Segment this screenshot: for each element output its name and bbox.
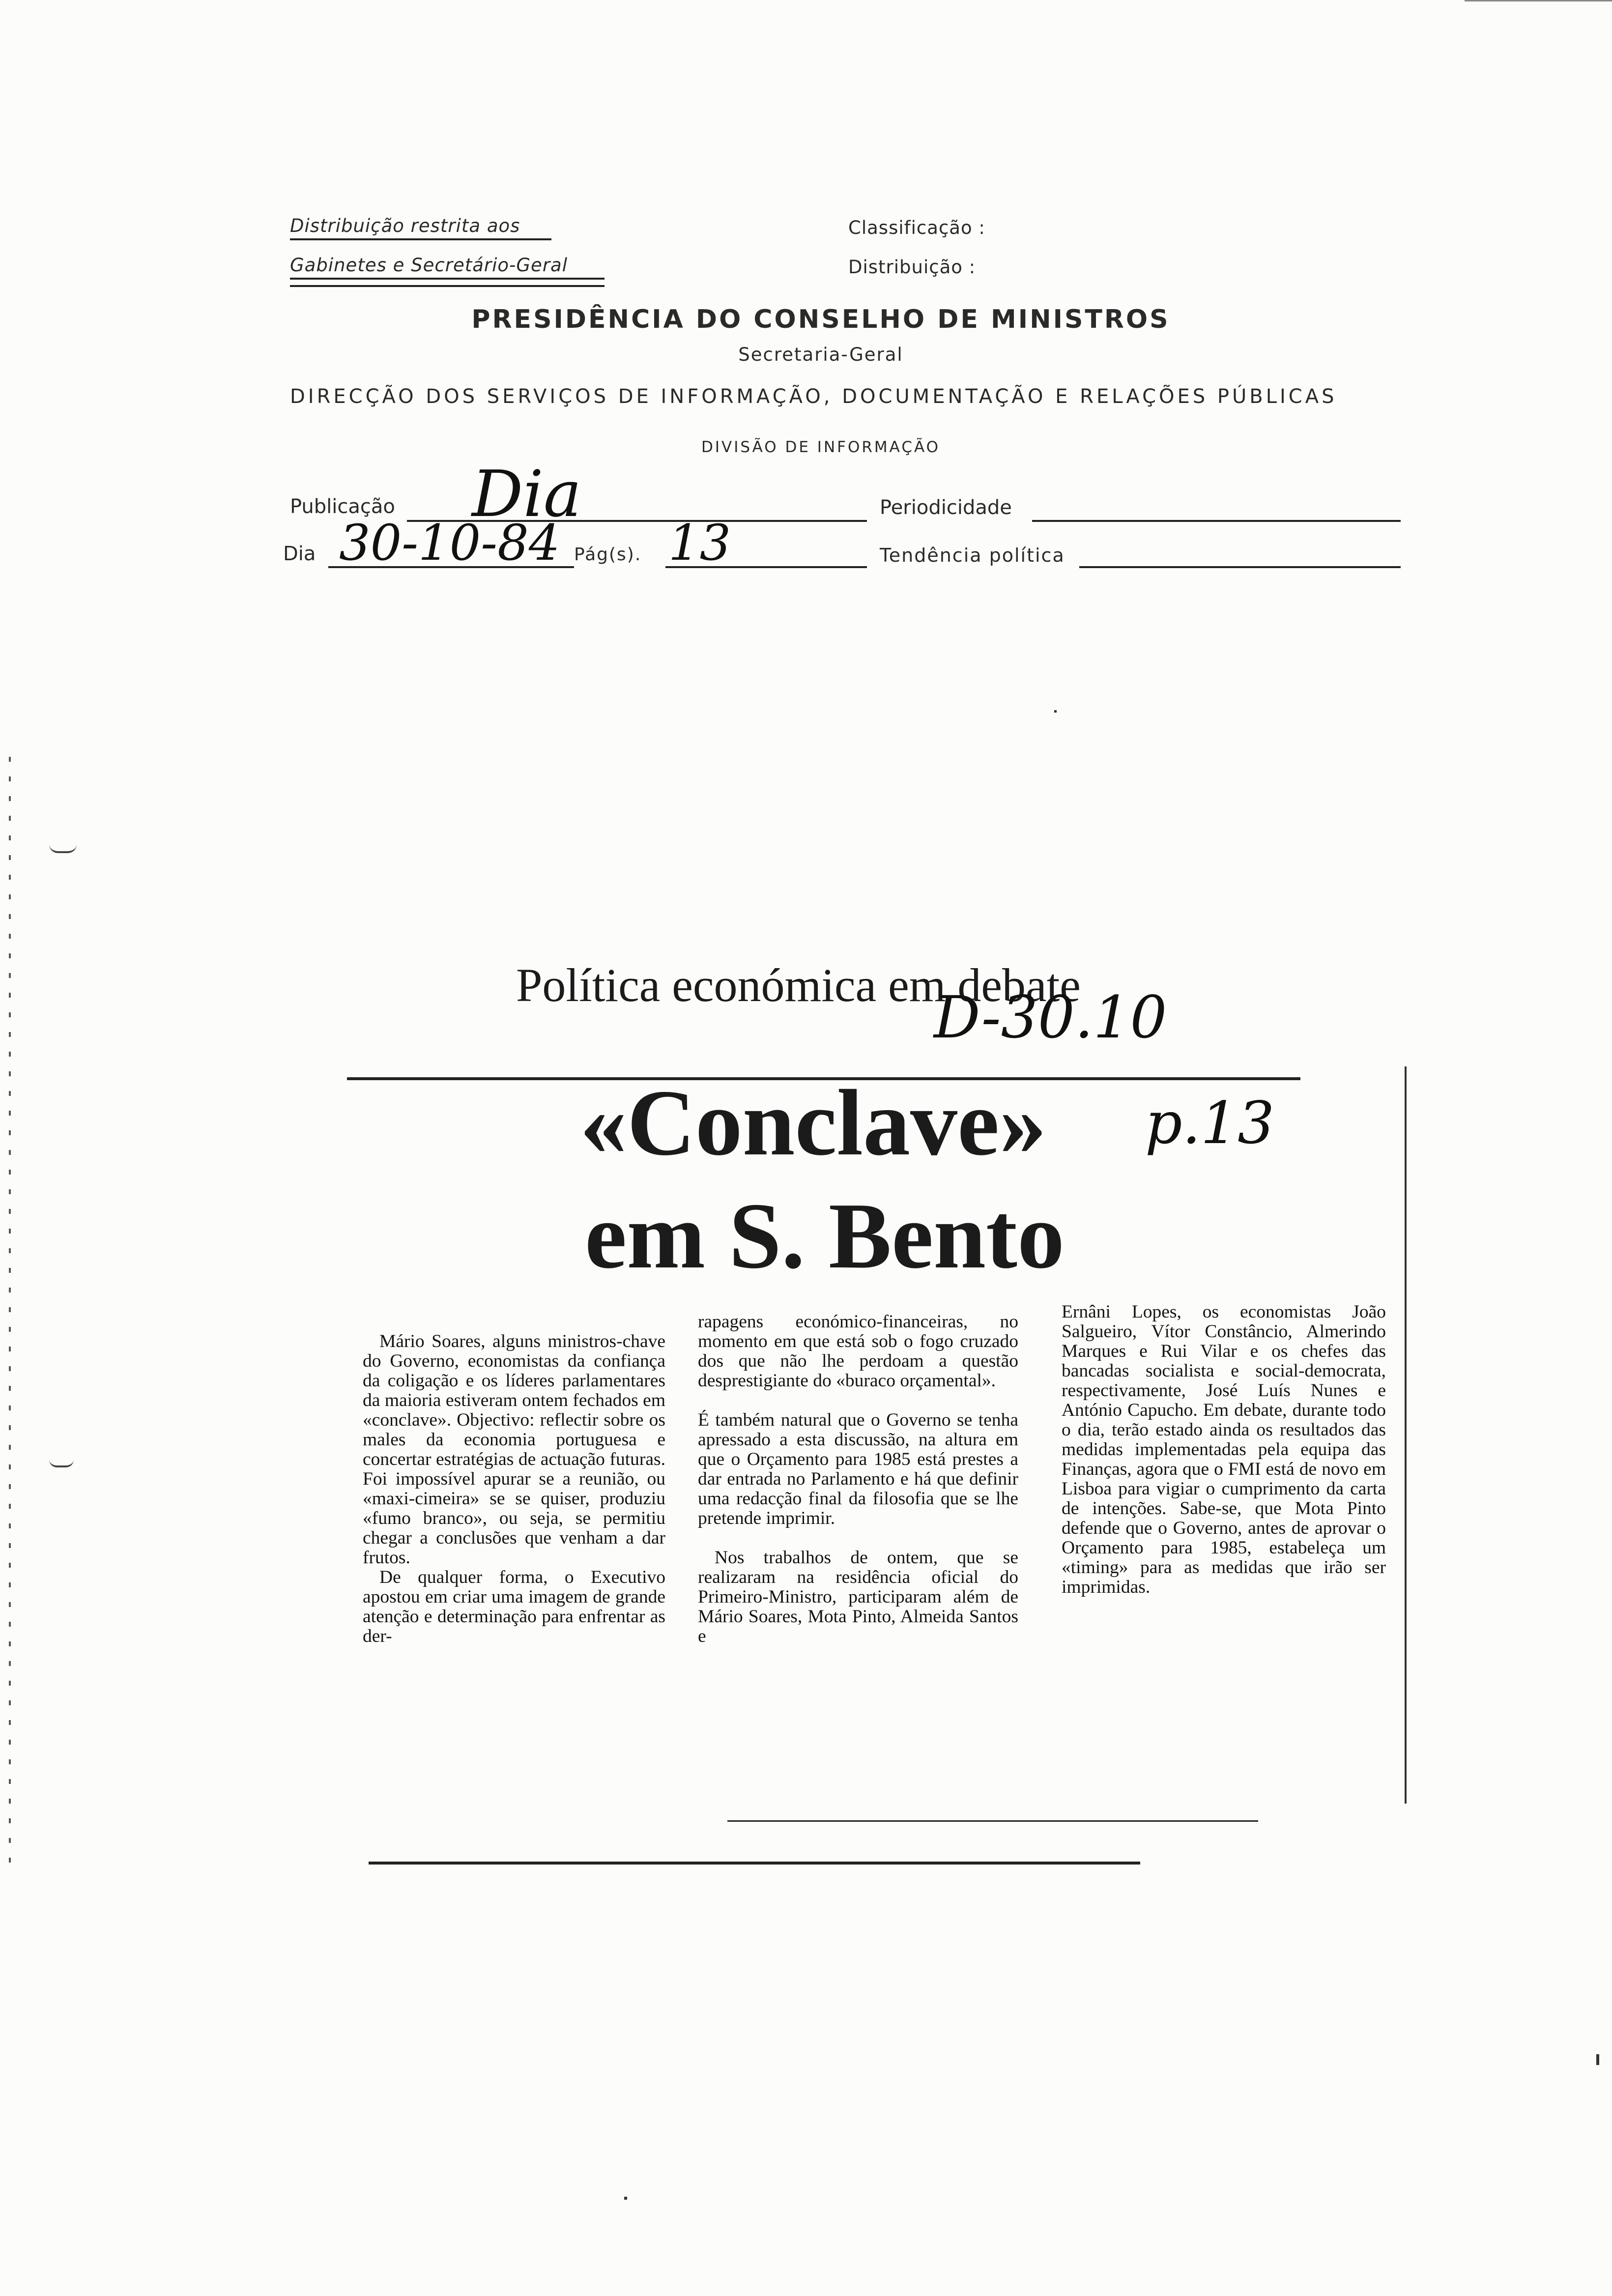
scan-speck	[1596, 2054, 1599, 2065]
scan-speck	[1054, 710, 1057, 713]
column-3-paragraph-1: Ernâni Lopes, os economistas João Salgueiro, Vítor Constâncio, Almerindo Marques e Rui Vilar e os chefes das bancadas socialista e social-democrata, respectivamente, José Luís Nunes e António Capucho. Em debate, durante todo o dia, terão estado ainda os resultados das medidas implementadas pela equipa das Finanças, agora que o FMI está de novo em Lisboa para vigiar o cumprimento da carta de intenções. Sabe-se, que Mota Pinto defende que o Governo, antes de aprovar o Orçamento para 1985, estabeleça um «timing» para as medidas que irão ser imprimidas.	[1062, 1302, 1386, 1597]
publication-handwritten: Dia	[472, 457, 582, 531]
article-column-2	[698, 1312, 1018, 1646]
scan-artifact-left-edge	[9, 757, 11, 1863]
scan-artifact-mark-1	[49, 844, 77, 853]
day-label: Dia	[283, 543, 316, 565]
pages-handwritten: 13	[668, 514, 731, 572]
column-2-paragraph-3: Nos trabalhos de ontem, que se realizaram na residência oficial do Primeiro-Ministro, participaram além de Mário Soares, Mota Pinto, Almeida Santos e	[698, 1548, 1018, 1646]
periodicity-line	[1032, 520, 1401, 522]
clipping-right-edge	[1405, 1066, 1407, 1804]
scan-artifact-mark-2	[49, 1460, 74, 1467]
tendency-label: Tendência política	[880, 545, 1065, 566]
classification-label: Classificação :	[848, 217, 985, 238]
article-kicker: Política económica em debate	[516, 959, 1081, 1011]
headline-line2: em S. Bento	[585, 1183, 1065, 1288]
division-line: DIVISÃO DE INFORMAÇÃO	[701, 438, 941, 456]
scan-speck	[624, 2197, 627, 2200]
directorate-line: DIRECÇÃO DOS SERVIÇOS DE INFORMAÇÃO, DOCUMENTAÇÃO E RELAÇÕES PÚBLICAS	[290, 385, 1337, 408]
distribution-restricted-line1: Distribuição restrita aos	[290, 215, 551, 240]
tendency-line	[1079, 566, 1401, 568]
handwritten-page: p.13	[1145, 1089, 1275, 1157]
header-double-rule	[290, 285, 604, 287]
column-2-paragraph-2: É também natural que o Governo se tenha apressado a esta discussão, na altura em que o Orçamento para 1985 está prestes a dar entrada no Parlamento e há que definir uma redacção final da filosofia que se lhe pretende imprimir.	[698, 1410, 1018, 1528]
periodicity-label: Periodicidade	[880, 496, 1012, 519]
article-column-3	[1062, 1302, 1386, 1597]
column-2-paragraph-1: rapagens económico-financeiras, no momento em que está sob o fogo cruzado dos que não lhe perdoam a questão desprestigiante do «buraco orçamental».	[698, 1312, 1018, 1391]
clipping-bottom-rule-right	[727, 1820, 1258, 1822]
publication-label: Publicação	[290, 495, 395, 518]
day-handwritten: 30-10-84	[339, 514, 560, 572]
article-column-1	[363, 1332, 665, 1646]
column-1-paragraph-1: Mário Soares, alguns ministros-chave do Governo, economistas da confiança da coligação e os líderes parlamentares da maioria estiveram ontem fechados em «conclave». Objectivo: reflectir sobre os males da economia portuguesa e concertar estratégias de actuação futuras. Foi impossível apurar se a reunião, ou «maxi-cimeira» se se quiser, produziu «fumo branco», ou seja, se permitiu chegar a conclusões que venham a dar frutos.	[363, 1331, 665, 1568]
pages-label: Pág(s).	[574, 545, 642, 565]
scan-artifact-top	[1465, 0, 1612, 1]
column-1-paragraph-2: De qualquer forma, o Executivo apostou em criar uma imagem de grande atenção e determinação para enfrentar as der-	[363, 1567, 665, 1646]
distribution-restricted-line2: Gabinetes e Secretário-Geral	[290, 255, 604, 280]
distribution-label: Distribuição :	[848, 257, 976, 278]
secretariat-subtitle: Secretaria-Geral	[738, 344, 903, 365]
headline-line1: «Conclave»	[580, 1070, 1047, 1175]
clipping-bottom-rule	[369, 1862, 1140, 1865]
handwritten-annotation: D-30.10	[934, 983, 1167, 1051]
presidency-title: PRESIDÊNCIA DO CONSELHO DE MINISTROS	[471, 305, 1170, 334]
